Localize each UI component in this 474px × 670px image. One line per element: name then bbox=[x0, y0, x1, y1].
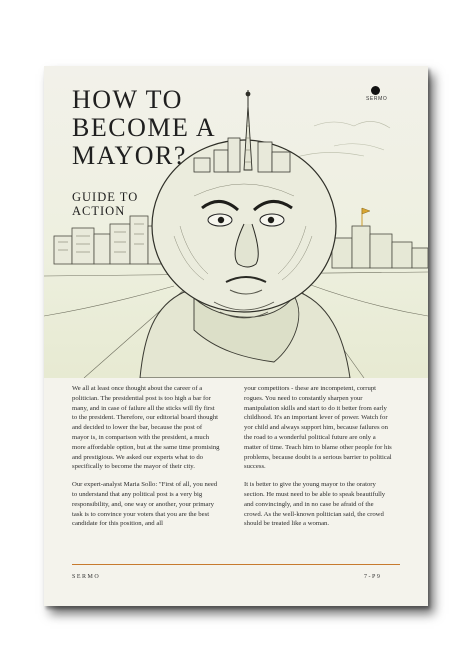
brand-mark bbox=[366, 86, 388, 102]
footer-magazine-name: SERMO bbox=[72, 574, 101, 580]
footer-page-numbers: 7-P9 bbox=[364, 574, 382, 580]
paragraph: Our expert-analyst Maria Sollo: "First of all, you need to understand that any political post is a very big responsibility, and, one way or another, your primary task is to convince your voters that you are the best candidate for this position, and all bbox=[72, 481, 218, 528]
paragraph: We all at least once thought about the career of a politician. The presidential post is too high a bar for many, and in case of failure all the sticks will fly first to the president. Therefore, our editorial board thought and decided to lower the bar, because the post of mayor is, in comparison with the president, a much more affordable option, but at the same time promising and prestigious. We asked our experts what to do specifically to become the mayor of their city. bbox=[72, 385, 220, 471]
article-subtitle: GUIDE TO ACTION bbox=[72, 190, 139, 218]
paragraph: your competitors - these are incompetent, corrupt rogues. You need to constantly sharpen your manipulation skills and start to do it better from early childhood. It's an important lever of power. Watch for yor child and always support him, because failures on the road to a wonderful political future are only a matter of time. Teach him to blame other people for his problems, because doubt is a serious barrier to political success. bbox=[244, 385, 392, 471]
text-column-left bbox=[72, 384, 220, 537]
text-column-right bbox=[244, 384, 392, 537]
brand-mark-text: SERMO bbox=[366, 96, 388, 102]
paragraph: It is better to give the young mayor to the oratory section. He must need to be able to speak beautifully and convincingly, and in no case be afraid of the crowd. As the well-known politician said, the crowd should be treated like a woman. bbox=[244, 481, 386, 528]
footer-divider bbox=[72, 564, 400, 565]
magazine-page bbox=[44, 66, 428, 606]
article-title: HOW TO BECOME A MAYOR? bbox=[72, 85, 217, 170]
brand-dot-icon bbox=[371, 86, 380, 95]
